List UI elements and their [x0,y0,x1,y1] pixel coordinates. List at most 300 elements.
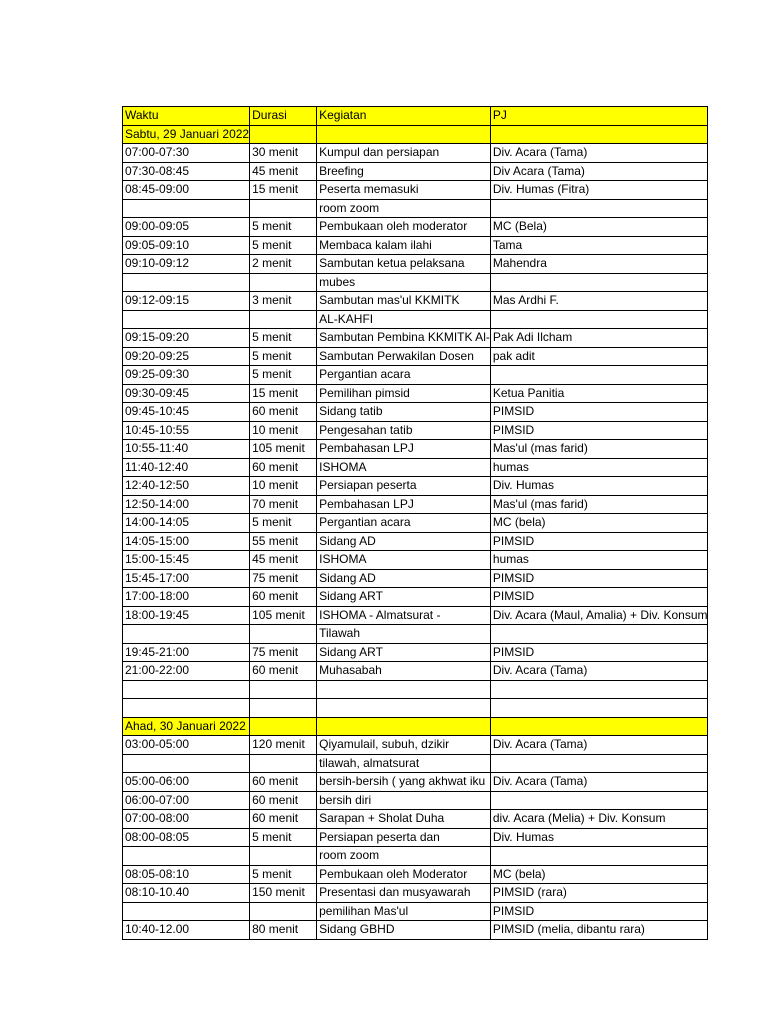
waktu-cell [123,199,250,218]
cell-text: humas [492,552,529,566]
cell-text: bersih-bersih ( yang akhwat iku [319,774,486,788]
kegiatan-cell [317,440,491,459]
waktu-cell [123,273,250,292]
cell-text: ISHOMA [319,459,367,474]
pj-cell [490,551,708,570]
table-row [123,477,708,496]
table-row [123,162,708,181]
table-row [123,255,708,274]
waktu-cell [123,606,250,625]
kegiatan-cell [317,921,491,940]
waktu-cell [123,865,250,884]
pj-cell [490,569,708,588]
cell-text: 150 menit [252,885,305,899]
table-row [123,588,708,607]
header-kegiatan: Kegiatan [317,107,491,126]
kegiatan-cell [317,310,491,329]
cell-text: PIMSID [492,404,535,418]
pj-cell [490,218,708,237]
cell-text: Mas Ardhi F. [492,293,559,307]
durasi-cell [250,773,317,792]
pj-cell [490,514,708,533]
waktu-cell [123,458,250,477]
cell-text: 3 menit [252,293,292,307]
durasi-cell [250,736,317,755]
pj-cell [490,384,708,403]
cell-text: Pembukaan oleh moderator [319,219,468,233]
durasi-cell [250,458,317,477]
cell-text: Div. Acara (Tama) [492,145,588,159]
cell-text: 09:10-09:12 [125,256,190,270]
cell-text: 19:45-21:00 [125,644,190,659]
cell-text: 10:40-12.00 [125,922,190,936]
kegiatan-cell [317,828,491,847]
kegiatan-cell [317,551,491,570]
cell-text: Persiapan peserta [319,478,417,492]
cell-text: Div. Humas [492,829,554,844]
cell-text: 5 menit [252,829,292,844]
durasi-cell [250,329,317,348]
cell-text: Tilawah [319,626,361,640]
kegiatan-cell [317,255,491,274]
durasi-cell [250,847,317,866]
cell-text: Qiyamulail, subuh, dzikir [319,737,450,751]
cell-text: 09:00-09:05 [125,219,190,233]
cell-text: PIMSID [492,570,535,585]
durasi-cell [250,902,317,921]
cell-text: 09:12-09:15 [125,293,190,307]
cell-text: 15 menit [252,182,299,196]
durasi-cell [250,162,317,181]
cell-text: Pergantian acara [319,515,411,529]
table-row [123,680,708,699]
kegiatan-cell [317,569,491,588]
durasi-cell [250,588,317,607]
kegiatan-cell [317,329,491,348]
header-waktu: Waktu [123,107,250,126]
cell-text: 09:20-09:25 [125,348,190,363]
waktu-cell [123,421,250,440]
kegiatan-cell [317,606,491,625]
cell-text: pemilihan Mas'ul [319,903,409,918]
pj-cell [490,162,708,181]
cell-text: PIMSID [492,422,535,437]
cell-text: humas [492,459,529,474]
cell-text: Sabtu, 29 Januari 2022 [125,126,250,141]
durasi-cell [250,680,317,699]
cell-text: 5 menit [252,330,292,344]
durasi-cell [250,495,317,514]
cell-text: 07:30-08:45 [125,163,190,178]
durasi-cell [250,625,317,644]
pj-cell [490,717,708,736]
cell-text: Sidang ART [319,644,383,659]
cell-text: Div. Acara (Maul, Amalia) + Div. Konsum [492,607,708,622]
pj-cell [490,310,708,329]
cell-text: Div. Acara (Tama) [492,663,588,677]
cell-text: 05:00-06:00 [125,774,190,788]
waktu-cell [123,754,250,773]
pj-cell [490,292,708,311]
kegiatan-cell [317,477,491,496]
durasi-cell [250,643,317,662]
pj-cell [490,329,708,348]
table-row [123,847,708,866]
waktu-cell [123,181,250,200]
kegiatan-cell [317,902,491,921]
waktu-cell [123,662,250,681]
cell-text: 45 menit [252,552,299,566]
cell-text: 105 menit [252,607,305,622]
kegiatan-cell [317,791,491,810]
cell-text: Kumpul dan persiapan [319,145,440,159]
pj-cell [490,865,708,884]
cell-text: PIMSID [492,533,535,548]
table-row [123,458,708,477]
kegiatan-cell [317,884,491,903]
table-row [123,366,708,385]
pj-cell [490,532,708,551]
kegiatan-cell [317,717,491,736]
cell-text: Mas'ul (mas farid) [492,496,588,511]
cell-text: 75 menit [252,644,299,659]
durasi-cell [250,236,317,255]
pj-cell [490,773,708,792]
cell-text: Membaca kalam ilahi [319,237,432,252]
kegiatan-cell [317,218,491,237]
cell-text: Div. Acara (Tama) [492,737,588,751]
cell-text: Peserta memasuki [319,182,419,196]
schedule-sheet [122,106,708,940]
cell-text: 03:00-05:00 [125,737,190,751]
waktu-cell [123,144,250,163]
table-row [123,736,708,755]
waktu-cell [123,292,250,311]
cell-text: Tama [492,237,523,252]
cell-text: 5 menit [252,515,292,529]
durasi-cell [250,569,317,588]
kegiatan-cell [317,754,491,773]
cell-text: Sidang AD [319,533,376,548]
kegiatan-cell [317,699,491,718]
table-row [123,865,708,884]
cell-text: 60 menit [252,663,299,677]
cell-text: 15:45-17:00 [125,570,190,585]
pj-cell [490,144,708,163]
kegiatan-cell [317,773,491,792]
cell-text: MC (bela) [492,866,546,881]
cell-text: 60 menit [252,459,299,474]
cell-text: Persiapan peserta dan [319,829,440,844]
pj-cell [490,902,708,921]
waktu-cell [123,847,250,866]
cell-text: Presentasi dan musyawarah [319,885,471,899]
cell-text: Pembahasan LPJ [319,496,414,511]
header-pj: PJ [490,107,708,126]
durasi-cell [250,810,317,829]
cell-text: 17:00-18:00 [125,589,190,603]
waktu-cell [123,162,250,181]
cell-text: 09:45-10:45 [125,404,190,418]
cell-text: 5 menit [252,367,292,381]
waktu-cell [123,588,250,607]
waktu-cell [123,329,250,348]
durasi-cell [250,865,317,884]
waktu-cell [123,236,250,255]
cell-text: 60 menit [252,774,299,788]
pj-cell [490,847,708,866]
durasi-cell [250,791,317,810]
waktu-cell [123,347,250,366]
table-row [123,606,708,625]
cell-text: Sambutan Pembina KKMITK Al- [319,330,490,344]
cell-text: Pengesahan tatib [319,422,413,437]
table-row [123,625,708,644]
kegiatan-cell [317,199,491,218]
table-row [123,754,708,773]
cell-text: 09:15-09:20 [125,330,190,344]
table-row [123,218,708,237]
durasi-cell [250,366,317,385]
cell-text: PIMSID (rara) [492,885,567,899]
waktu-cell [123,255,250,274]
cell-text: Sidang GBHD [319,922,395,936]
day-header-row [123,125,708,144]
waktu-cell [123,810,250,829]
pj-cell [490,347,708,366]
cell-text: 08:45-09:00 [125,182,190,196]
cell-text: 09:30-09:45 [125,385,190,400]
cell-text: mubes [319,274,356,289]
cell-text: Pergantian acara [319,367,411,381]
cell-text: 30 menit [252,145,299,159]
cell-text: PIMSID [492,644,535,659]
cell-text: MC (Bela) [492,219,547,233]
kegiatan-cell [317,847,491,866]
waktu-cell [123,773,250,792]
pj-cell [490,236,708,255]
cell-text: 12:40-12:50 [125,478,190,492]
durasi-cell [250,292,317,311]
cell-text: 08:10-10.40 [125,885,190,899]
cell-text: 2 menit [252,256,292,270]
pj-cell [490,643,708,662]
durasi-cell [250,144,317,163]
table-row [123,421,708,440]
cell-text: 08:00-08:05 [125,829,190,844]
kegiatan-cell [317,680,491,699]
table-row [123,199,708,218]
kegiatan-cell [317,125,491,144]
cell-text: 07:00-07:30 [125,145,190,159]
table-row [123,495,708,514]
kegiatan-cell [317,181,491,200]
durasi-cell [250,255,317,274]
cell-text: Breefing [319,163,364,178]
cell-text: 10:45-10:55 [125,422,190,437]
pj-cell [490,754,708,773]
cell-text: ISHOMA - Almatsurat - [319,607,441,622]
cell-text: 55 menit [252,533,299,548]
waktu-cell [123,680,250,699]
header-durasi: Durasi [250,107,317,126]
table-row [123,181,708,200]
cell-text: pak adit [492,348,535,363]
cell-text: Div. Humas (Fitra) [492,182,590,196]
table-row [123,884,708,903]
pj-cell [490,273,708,292]
waktu-cell [123,551,250,570]
pj-cell [490,495,708,514]
durasi-cell [250,273,317,292]
cell-text: room zoom [319,848,380,862]
kegiatan-cell [317,532,491,551]
cell-text: 5 menit [252,219,292,233]
pj-cell [490,255,708,274]
table-row [123,514,708,533]
kegiatan-cell [317,588,491,607]
pj-cell [490,736,708,755]
durasi-cell [250,551,317,570]
cell-text: 80 menit [252,922,299,936]
cell-text: div. Acara (Melia) + Div. Konsum [492,811,666,825]
table-row [123,273,708,292]
cell-text: 10 menit [252,422,299,437]
waktu-cell [123,218,250,237]
table-row [123,828,708,847]
durasi-cell [250,403,317,422]
waktu-cell [123,902,250,921]
cell-text: Pembukaan oleh Moderator [319,866,468,881]
waktu-cell [123,569,250,588]
durasi-cell [250,384,317,403]
durasi-cell [250,218,317,237]
table-row [123,902,708,921]
durasi-cell [250,828,317,847]
pj-cell [490,810,708,829]
kegiatan-cell [317,162,491,181]
cell-text: 60 menit [252,589,299,603]
cell-text: 07:00-08:00 [125,811,190,825]
cell-text: Div Acara (Tama) [492,163,585,178]
cell-text: 10:55-11:40 [125,441,189,455]
pj-cell [490,199,708,218]
pj-cell [490,588,708,607]
pj-cell [490,699,708,718]
cell-text: Sidang AD [319,570,376,585]
kegiatan-cell [317,865,491,884]
table-row [123,699,708,718]
pj-cell [490,440,708,459]
kegiatan-cell [317,514,491,533]
cell-text: 70 menit [252,496,299,511]
table-row [123,144,708,163]
cell-text: PIMSID [492,589,535,603]
pj-cell [490,181,708,200]
waktu-cell [123,384,250,403]
cell-text: 5 menit [252,866,292,881]
cell-text: Sidang tatib [319,404,383,418]
kegiatan-cell [317,366,491,385]
waktu-cell [123,366,250,385]
table-row [123,440,708,459]
cell-text: 5 menit [252,348,292,363]
durasi-cell [250,532,317,551]
waktu-cell [123,828,250,847]
cell-text: 45 menit [252,163,299,178]
kegiatan-cell [317,384,491,403]
kegiatan-cell [317,495,491,514]
table-row [123,329,708,348]
table-row [123,292,708,311]
pj-cell [490,921,708,940]
cell-text: 120 menit [252,737,305,751]
cell-text: Ahad, 30 Januari 2022 [125,718,246,733]
kegiatan-cell [317,643,491,662]
waktu-cell [123,532,250,551]
table-row [123,662,708,681]
durasi-cell [250,477,317,496]
cell-text: Pembahasan LPJ [319,441,414,455]
waktu-cell [123,440,250,459]
cell-text: Sambutan ketua pelaksana [319,256,465,270]
cell-text: Div. Humas [492,478,554,492]
table-row [123,791,708,810]
durasi-cell [250,717,317,736]
kegiatan-cell [317,810,491,829]
table-row [123,773,708,792]
cell-text: Sarapan + Sholat Duha [319,811,445,825]
cell-text: 08:05-08:10 [125,866,190,881]
waktu-cell [123,643,250,662]
durasi-cell [250,347,317,366]
cell-text: 06:00-07:00 [125,792,190,807]
cell-text: 09:25-09:30 [125,367,190,381]
cell-text: Mas'ul (mas farid) [492,441,588,455]
table-row [123,810,708,829]
pj-cell [490,421,708,440]
waktu-cell [123,699,250,718]
table-row [123,643,708,662]
pj-cell [490,884,708,903]
waktu-cell [123,477,250,496]
table-row [123,236,708,255]
durasi-cell [250,310,317,329]
cell-text: Div. Acara (Tama) [492,774,588,788]
waktu-cell [123,736,250,755]
waktu-cell [123,495,250,514]
cell-text: Mahendra [492,256,547,270]
durasi-cell [250,199,317,218]
durasi-cell [250,699,317,718]
table-row [123,921,708,940]
kegiatan-cell [317,347,491,366]
cell-text: 60 menit [252,404,299,418]
pj-cell [490,366,708,385]
kegiatan-cell [317,625,491,644]
cell-text: room zoom [319,200,380,215]
table-row [123,347,708,366]
kegiatan-cell [317,458,491,477]
cell-text: Pemilihan pimsid [319,385,410,400]
cell-text: Sidang ART [319,589,383,603]
pj-cell [490,791,708,810]
cell-text: 11:40-12:40 [125,459,189,474]
cell-text: 5 menit [252,237,292,252]
cell-text: 14:05-15:00 [125,533,190,548]
cell-text: PIMSID (melia, dibantu rara) [492,922,645,936]
durasi-cell [250,514,317,533]
